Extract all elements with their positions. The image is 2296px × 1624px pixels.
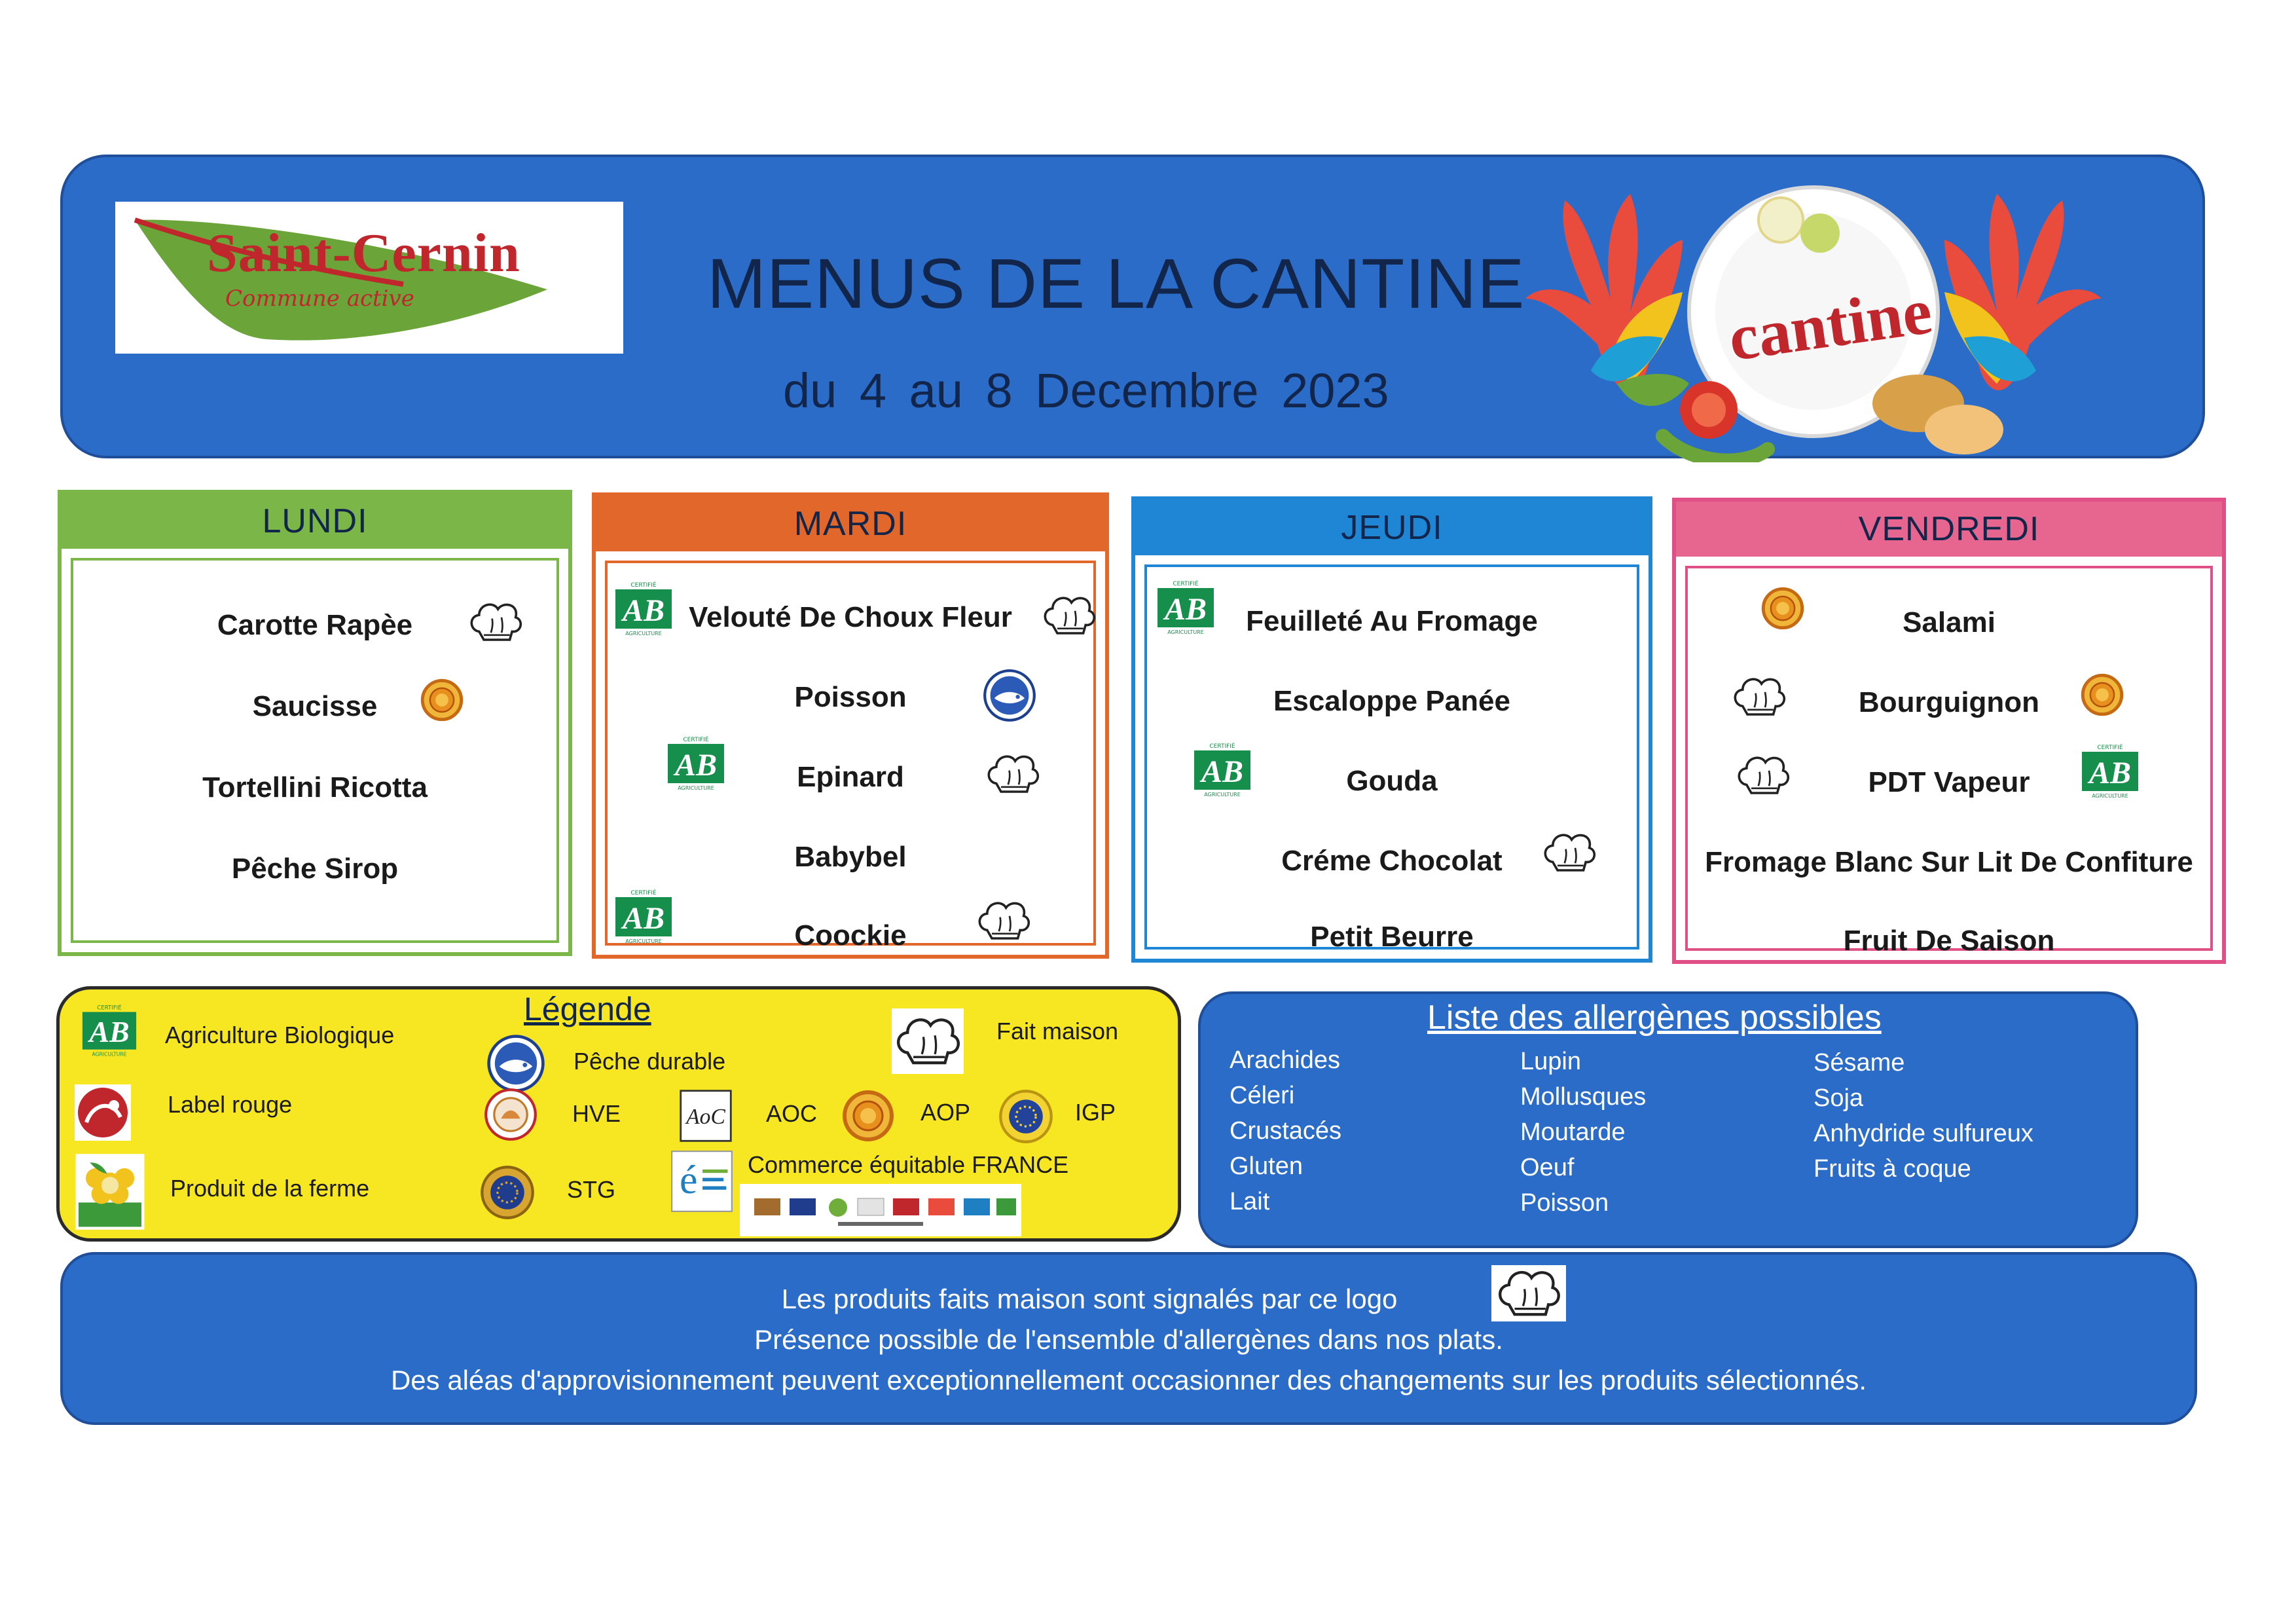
- allergen-item: Moutarde: [1520, 1118, 1626, 1146]
- day-header: MARDI: [596, 496, 1105, 551]
- chef-hat-icon: [983, 750, 1042, 798]
- footer-line: Présence possible de l'ensemble d'allergènes dans nos plats.: [754, 1324, 1503, 1355]
- peche-durable-icon: [486, 1033, 546, 1094]
- dish: Feuilleté Au Fromage: [1246, 605, 1538, 637]
- day-column-jeudi: [1131, 496, 1652, 963]
- aoc-icon: [678, 1088, 733, 1143]
- allergen-item: Lupin: [1520, 1048, 1581, 1075]
- fair-trade-labels-strip-icon: [740, 1184, 1021, 1236]
- logo-tagline: Commune active: [225, 286, 414, 312]
- allergen-item: Poisson: [1520, 1189, 1609, 1217]
- dish: Babybel: [794, 841, 907, 873]
- legend-label: Label rouge: [168, 1091, 293, 1118]
- allergen-item: Gluten: [1230, 1153, 1303, 1180]
- aop-seal-icon: [842, 1090, 894, 1142]
- page-title: MENUS DE LA CANTINE: [707, 244, 1525, 323]
- day-header: VENDREDI: [1676, 502, 2222, 557]
- dish: Fruit De Saison: [1843, 925, 2055, 957]
- date-range: du 4 au 8 Decembre 2023: [783, 363, 1389, 418]
- dish: Escaloppe Panée: [1273, 685, 1510, 717]
- legend-label: STG: [567, 1176, 616, 1203]
- chef-hat-icon: [892, 1008, 964, 1074]
- legend-label: Pêche durable: [574, 1048, 726, 1075]
- dish: Créme Chocolat: [1281, 845, 1503, 877]
- stg-icon: [479, 1164, 536, 1221]
- legend-label: Fait maison: [996, 1018, 1119, 1044]
- day-header: LUNDI: [62, 494, 568, 549]
- allergen-item: Lait: [1230, 1188, 1270, 1215]
- day-column-lundi: [58, 490, 572, 956]
- label-rouge-icon: [73, 1083, 132, 1142]
- legend-label: Commerce équitable FRANCE: [748, 1151, 1069, 1178]
- dish: Fromage Blanc Sur Lit De Confiture: [1705, 846, 2193, 878]
- day-menu: [71, 558, 559, 943]
- dish: Saucisse: [252, 690, 378, 722]
- allergen-item: Arachides: [1230, 1046, 1340, 1074]
- chef-hat-icon: [974, 897, 1033, 944]
- allergen-item: Soja: [1813, 1084, 1864, 1112]
- chef-hat-icon: [1540, 829, 1599, 876]
- day-column-vendredi: [1672, 498, 2226, 964]
- day-menu: [1685, 566, 2213, 957]
- dish: Coockie: [794, 919, 907, 951]
- dish: Salami: [1903, 606, 1995, 638]
- legend-label: Agriculture Biologique: [165, 1022, 395, 1048]
- legend-title: Légende: [524, 991, 651, 1027]
- dish: Poisson: [794, 681, 907, 713]
- legend-label: AOP: [920, 1099, 971, 1126]
- allergen-item: Anhydride sulfureux: [1813, 1120, 2033, 1147]
- footer-line: Les produits faits maison sont signalés par ce logo: [781, 1283, 1398, 1314]
- aop-seal-icon: [420, 678, 464, 722]
- day-menu: [1144, 564, 1639, 953]
- ab-organic-icon: [81, 1003, 137, 1060]
- commune-logo: [115, 202, 623, 354]
- allergens-title: Liste des allergènes possibles: [1427, 999, 1882, 1037]
- ab-organic-icon: [2081, 743, 2140, 802]
- legend-label: AOC: [766, 1100, 818, 1127]
- cantine-word: cantine: [1724, 274, 1937, 375]
- dish: Epinard: [797, 761, 904, 793]
- igp-icon: [998, 1088, 1054, 1145]
- dish: Gouda: [1346, 765, 1438, 797]
- chef-hat-icon: [1040, 592, 1099, 639]
- dish: Pêche Sirop: [231, 853, 399, 885]
- dish: Tortellini Ricotta: [202, 771, 428, 803]
- day-column-mardi: [592, 492, 1109, 959]
- aop-seal-icon: [2081, 673, 2124, 716]
- legend-label: HVE: [572, 1100, 621, 1127]
- day-header: JEUDI: [1135, 500, 1649, 555]
- allergen-item: Oeuf: [1520, 1154, 1575, 1181]
- hve-icon: [483, 1087, 538, 1142]
- dish: PDT Vapeur: [1868, 766, 2030, 798]
- legend-label: IGP: [1075, 1099, 1116, 1126]
- allergen-item: Céleri: [1230, 1082, 1295, 1109]
- bienvenue-ferme-icon: [73, 1153, 147, 1231]
- allergen-item: Sésame: [1813, 1049, 1905, 1077]
- allergen-item: Crustacés: [1230, 1117, 1342, 1145]
- peche-durable-icon: [982, 668, 1037, 723]
- footer-line: Des aléas d'approvisionnement peuvent exceptionnellement occasionner des changements sur les produits sélectionnés.: [390, 1365, 1867, 1395]
- commerce-equitable-icon: [670, 1150, 733, 1213]
- dish: Bourguignon: [1858, 686, 2040, 718]
- chef-hat-icon: [466, 599, 525, 646]
- day-menu: [605, 561, 1096, 951]
- legend-label: Produit de la ferme: [170, 1175, 370, 1202]
- dish: Velouté De Choux Fleur: [689, 601, 1012, 633]
- allergen-item: Fruits à coque: [1813, 1155, 1971, 1183]
- chef-hat-icon: [1491, 1265, 1566, 1321]
- dish: Carotte Rapèe: [217, 609, 413, 641]
- logo-name: Saint-Cernin: [207, 223, 520, 284]
- dish: Petit Beurre: [1310, 921, 1474, 953]
- allergen-item: Mollusques: [1520, 1083, 1647, 1111]
